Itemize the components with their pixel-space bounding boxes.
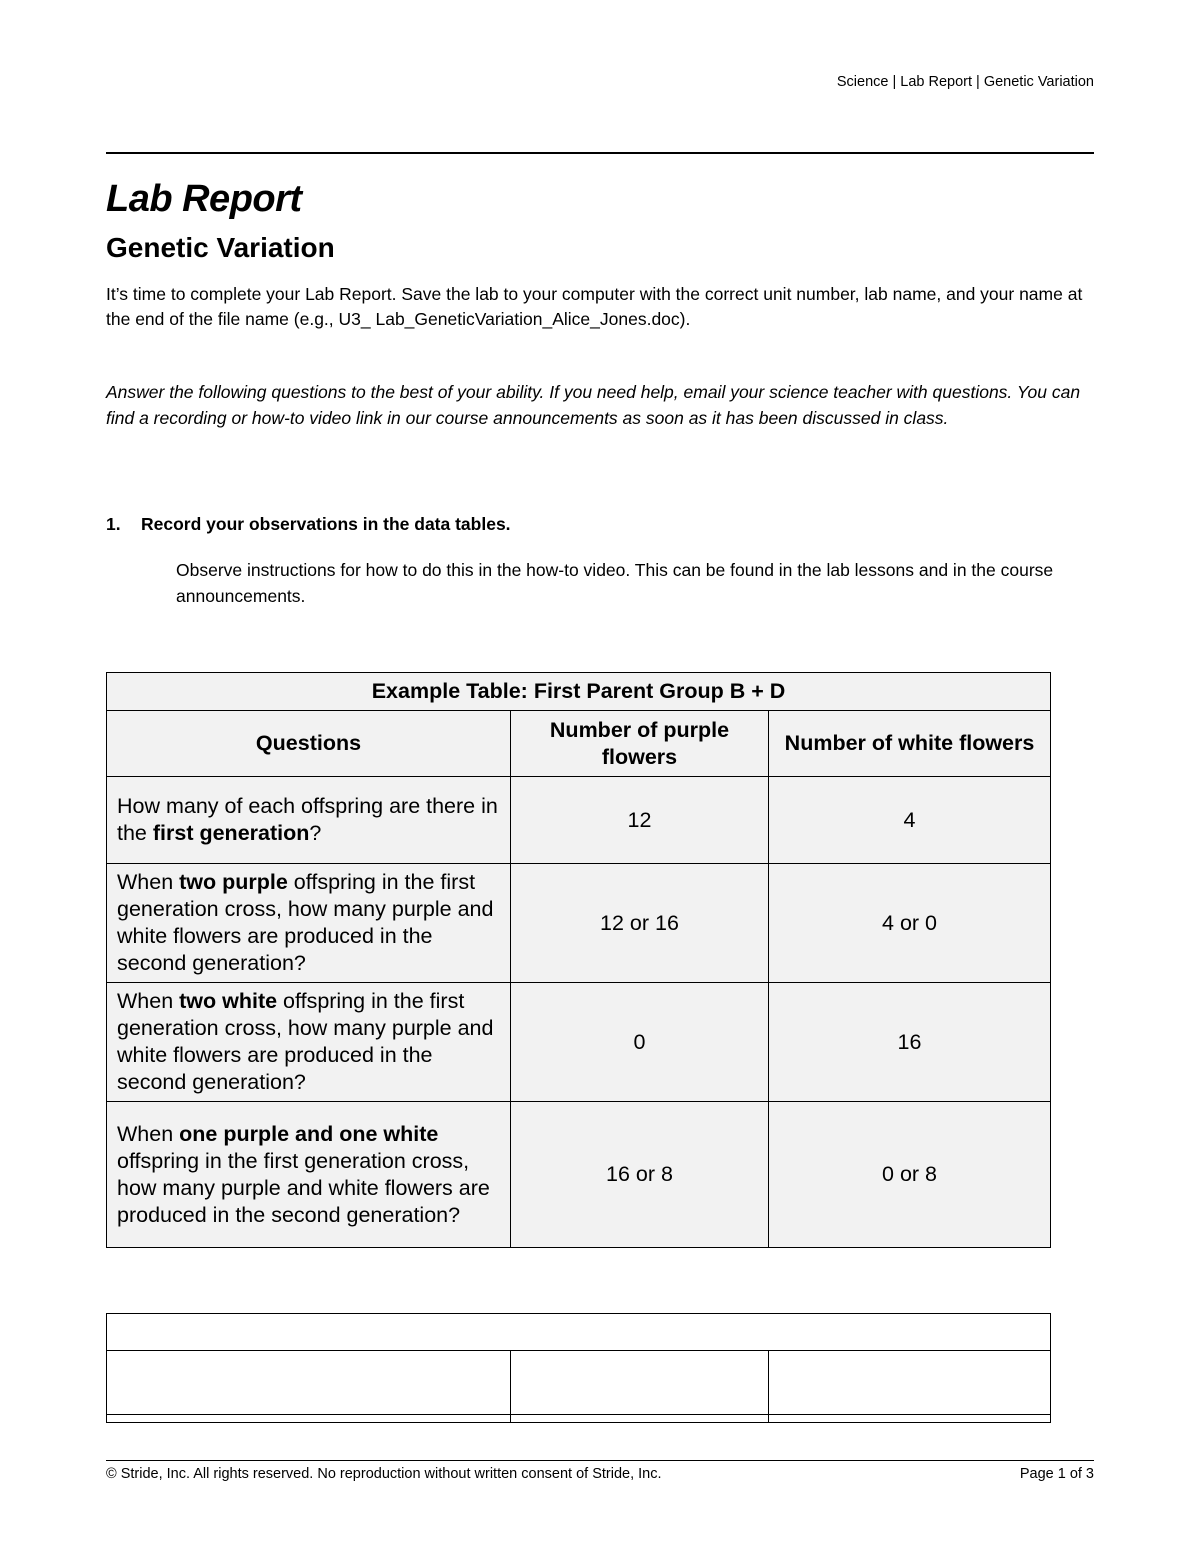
question-cell <box>107 983 511 1102</box>
question-text: ? <box>309 821 322 845</box>
blank-header-cell-questions[interactable] <box>107 1351 511 1415</box>
question-emphasis: two white <box>179 989 278 1013</box>
footer-copyright: © Stride, Inc. All rights reserved. No reproduction without written consent of Stride, Inc. <box>106 1466 662 1482</box>
table-row <box>107 777 1051 864</box>
white-count-cell: 4 or 0 <box>769 864 1051 983</box>
header-divider <box>106 152 1094 154</box>
document-title: Lab Report <box>106 178 302 220</box>
white-count-cell: 0 or 8 <box>769 1102 1051 1248</box>
purple-count-cell: 0 <box>511 983 769 1102</box>
header-breadcrumb: Science | Lab Report | Genetic Variation <box>836 74 1094 90</box>
purple-count-cell: 12 <box>511 777 769 864</box>
question-text: When <box>117 1121 180 1146</box>
instructions-paragraph: Answer the following questions to the best of your ability. If you need help, email your science teacher with questions. You can find a recording or how-to video link in our course announcements as soon as it has been discussed in class. <box>106 382 1081 428</box>
column-header-white: Number of white flowers <box>769 711 1051 777</box>
question-text: offspring in the first generation cross, how many purple and white flowers are produced in the second generation? <box>117 989 494 1094</box>
blank-header-cell-white[interactable] <box>769 1351 1051 1415</box>
question-text: offspring in the first generation cross, how many purple and white flowers are produced in the second generation? <box>117 1148 490 1227</box>
question-1-detail: Observe instructions for how to do this in the how-to video. This can be found in the lab lessons and in the course announcements. <box>176 560 1054 606</box>
blank-data-table <box>106 1313 1051 1423</box>
purple-count-cell: 16 or 8 <box>511 1102 769 1248</box>
question-emphasis: two purple <box>179 870 288 894</box>
question-cell <box>107 1102 511 1248</box>
table-caption: Example Table: First Parent Group B + D <box>107 673 1051 711</box>
question-text: How many of each offspring are there in the <box>117 794 498 845</box>
blank-header-cell-purple[interactable] <box>511 1351 769 1415</box>
column-header-purple: Number of purple flowers <box>511 711 769 777</box>
example-data-table <box>106 672 1051 1248</box>
question-text: offspring in the first generation cross, how many purple and white flowers are produced in the second generation? <box>117 870 494 975</box>
white-count-cell: 4 <box>769 777 1051 864</box>
purple-count-cell: 12 or 16 <box>511 864 769 983</box>
question-1-text: Record your observations in the data tables. <box>141 514 511 534</box>
question-cell <box>107 864 511 983</box>
white-count-cell: 16 <box>769 983 1051 1102</box>
blank-cell[interactable] <box>107 1415 511 1423</box>
table-row <box>107 864 1051 983</box>
table-row <box>107 1102 1051 1248</box>
footer-page-number: Page 1 of 3 <box>1019 1466 1094 1482</box>
column-header-questions: Questions <box>107 711 511 777</box>
question-1 <box>106 514 511 535</box>
question-text: When <box>117 870 180 894</box>
blank-cell[interactable] <box>769 1415 1051 1423</box>
footer-divider <box>106 1460 1094 1461</box>
question-cell <box>107 777 511 864</box>
question-emphasis: first generation <box>152 821 310 845</box>
blank-table-caption-cell[interactable] <box>107 1314 1051 1351</box>
document-subtitle: Genetic Variation <box>106 232 335 263</box>
intro-paragraph: It’s time to complete your Lab Report. Save the lab to your computer with the correct unit number, lab name, and your name at the end of the file name (e.g., U3_ Lab_GeneticVariation_Alice_Jones.doc). <box>106 284 1083 329</box>
question-1-number: 1. <box>106 514 121 534</box>
question-emphasis: one purple and one white <box>179 1121 439 1146</box>
question-text: When <box>117 989 180 1013</box>
blank-cell[interactable] <box>511 1415 769 1423</box>
table-row <box>107 983 1051 1102</box>
